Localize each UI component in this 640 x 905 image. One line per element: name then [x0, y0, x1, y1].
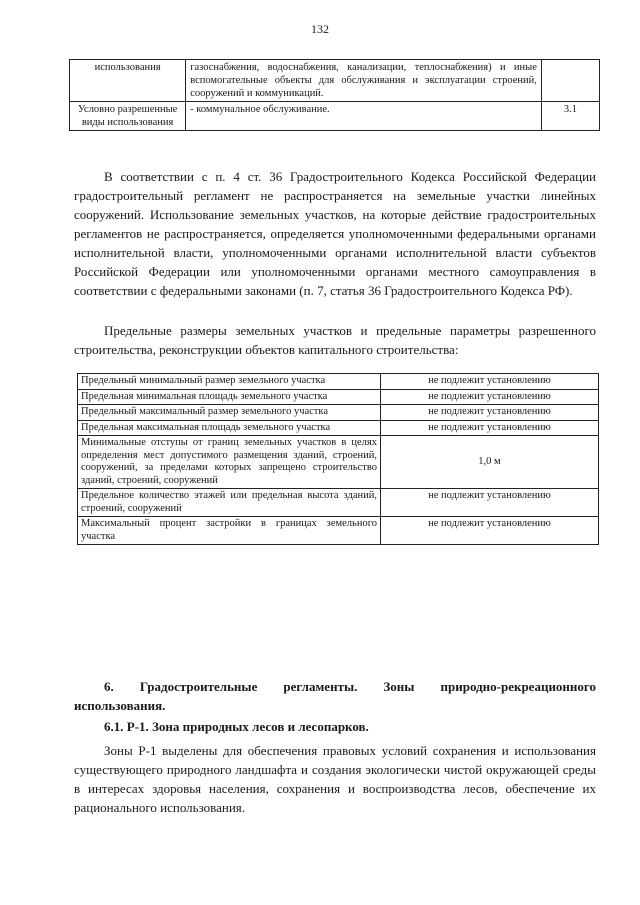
table-cell-parameter: Предельный минимальный размер земельного участка — [78, 374, 381, 390]
table-cell-description: - коммунальное обслуживание. — [186, 102, 542, 131]
paragraph-linear-structures: В соответствии с п. 4 ст. 36 Градостроительного Кодекса Российской Федерации градостроительный регламент не распространяется на земельные участки линейных сооружений. Использование земельных участков, на которые действие градостроительных регламентов не распространяется, определяется уполномоченными федеральными органами исполнительной власти, уполномоченными органами исполнительной власти субъектов Российской Федерации или уполномоченными органами местного самоуправления в соответствии с федеральными законами (п. 7, статья 36 Градостроительного Кодекса РФ). — [74, 169, 596, 298]
table-cell-parameter: Предельная максимальная площадь земельного участка — [78, 420, 381, 436]
parameters-table — [77, 373, 599, 545]
table-row — [78, 420, 599, 436]
table-cell-use-type: использования — [70, 60, 186, 102]
table-cell-parameter: Минимальные отступы от границ земельных участков в целях определения мест допустимого размещения зданий, строений, сооружений, за пределами которых запрещено строительство зданий, строений, сооружений — [78, 436, 381, 489]
page-number: 132 — [311, 22, 329, 36]
table-row — [70, 102, 600, 131]
table-row — [78, 517, 599, 545]
table-cell-parameter: Предельный максимальный размер земельного участка — [78, 405, 381, 421]
table-cell-value: не подлежит установлению — [381, 517, 599, 545]
table-cell-value: 1,0 м — [381, 436, 599, 489]
table-row — [78, 489, 599, 517]
paragraph-zone-r1: Зоны Р-1 выделены для обеспечения правовых условий сохранения и использования существующего природного ландшафта и создания экологически чистой окружающей среды в интересах здоровья населения, сохранения и воспроизводства лесов, обеспечение их рационального использования. — [74, 743, 596, 815]
table-cell-code — [541, 60, 599, 102]
table-row — [70, 60, 600, 102]
table-cell-use-type: Условно разрешенные виды использования — [70, 102, 186, 131]
table-cell-value: не подлежит установлению — [381, 389, 599, 405]
table-cell-description: газоснабжения, водоснабжения, канализации, теплоснабжения) и иные вспомогательные объекты для обслуживания и эксплуатации строений, сооружений и коммуникаций. — [186, 60, 542, 102]
table-cell-parameter: Предельное количество этажей или предельная высота зданий, строений, сооружений — [78, 489, 381, 517]
table-row — [78, 374, 599, 390]
table-cell-parameter: Предельная минимальная площадь земельного участка — [78, 389, 381, 405]
section-heading-6: 6. Градостроительные регламенты. Зоны природно-рекреационного использования. — [74, 679, 596, 713]
table-cell-parameter: Максимальный процент застройки в границах земельного участка — [78, 517, 381, 545]
land-use-table — [69, 59, 600, 131]
table-cell-value: не подлежит установлению — [381, 405, 599, 421]
table-cell-value: не подлежит установлению — [381, 489, 599, 517]
table-cell-code: 3.1 — [541, 102, 599, 131]
section-heading-6-1: 6.1. Р-1. Зона природных лесов и лесопарков. — [104, 719, 369, 734]
table-row — [78, 389, 599, 405]
paragraph-limits-intro: Предельные размеры земельных участков и предельные параметры разрешенного строительства, реконструкции объектов капитального строительства: — [74, 323, 596, 357]
table-cell-value: не подлежит установлению — [381, 374, 599, 390]
table-row — [78, 405, 599, 421]
table-cell-value: не подлежит установлению — [381, 420, 599, 436]
table-row — [78, 436, 599, 489]
